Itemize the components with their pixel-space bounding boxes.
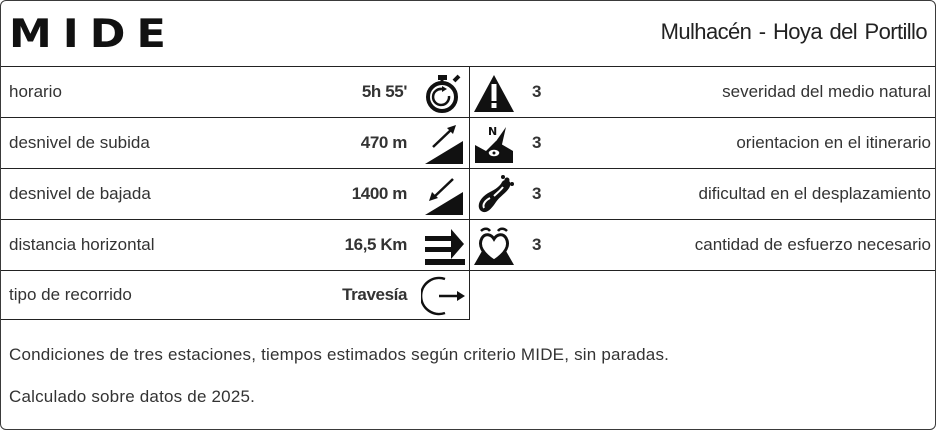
label-orientacion: orientacion en el itinerario xyxy=(736,133,931,152)
descent-slope-icon xyxy=(421,174,465,216)
mide-logo: MIDE xyxy=(9,11,177,57)
table-row xyxy=(1,220,936,271)
footer-notes xyxy=(1,321,936,430)
left-cell-bajada xyxy=(1,169,470,219)
heart-effort-icon xyxy=(472,225,516,267)
left-cell-horario xyxy=(1,67,470,117)
value-esfuerzo: 3 xyxy=(532,235,542,254)
route-title: Mulhacén - Hoya del Portillo xyxy=(660,19,927,44)
svg-text:N: N xyxy=(488,125,498,138)
label-horario: horario xyxy=(9,82,62,101)
compass-orientation-icon xyxy=(472,123,516,165)
left-cell-recorrido xyxy=(1,271,470,320)
label-recorrido: tipo de recorrido xyxy=(9,285,132,304)
ascent-slope-icon xyxy=(421,123,465,165)
distance-arrow-icon xyxy=(421,225,465,267)
value-desplazamiento: 3 xyxy=(532,184,542,203)
value-severidad: 3 xyxy=(532,82,542,101)
warning-mountain-icon xyxy=(472,72,516,114)
conditions-note: Condiciones de tres estaciones, tiempos estimados según criterio MIDE, sin paradas. xyxy=(9,345,670,364)
right-cell-esfuerzo xyxy=(470,220,936,270)
left-cell-distancia xyxy=(1,220,470,270)
value-recorrido: Travesía xyxy=(342,285,407,304)
data-year-note: Calculado sobre datos de 2025. xyxy=(9,387,256,406)
left-cell-subida xyxy=(1,118,470,168)
value-distancia: 16,5 Km xyxy=(344,235,407,254)
table-row xyxy=(1,118,936,169)
value-bajada: 1400 m xyxy=(351,184,407,203)
mide-table xyxy=(1,67,936,320)
table-row xyxy=(1,169,936,220)
right-cell-severidad xyxy=(470,67,936,117)
value-horario: 5h 55' xyxy=(361,82,407,101)
label-esfuerzo: cantidad de esfuerzo necesario xyxy=(694,235,931,254)
value-orientacion: 3 xyxy=(532,133,542,152)
header xyxy=(1,1,936,67)
label-desplazamiento: dificultad en el desplazamiento xyxy=(698,184,931,203)
label-subida: desnivel de subida xyxy=(9,133,150,152)
footprint-icon xyxy=(472,174,516,216)
label-distancia: distancia horizontal xyxy=(9,235,155,254)
table-row xyxy=(1,67,936,118)
label-bajada: desnivel de bajada xyxy=(9,184,151,203)
table-row xyxy=(1,271,936,320)
label-severidad: severidad del medio natural xyxy=(722,82,931,101)
right-cell-orientacion xyxy=(470,118,936,168)
stopwatch-icon xyxy=(421,72,465,114)
value-subida: 470 m xyxy=(360,133,407,152)
right-cell-desplazamiento xyxy=(470,169,936,219)
traverse-route-icon xyxy=(421,274,465,316)
